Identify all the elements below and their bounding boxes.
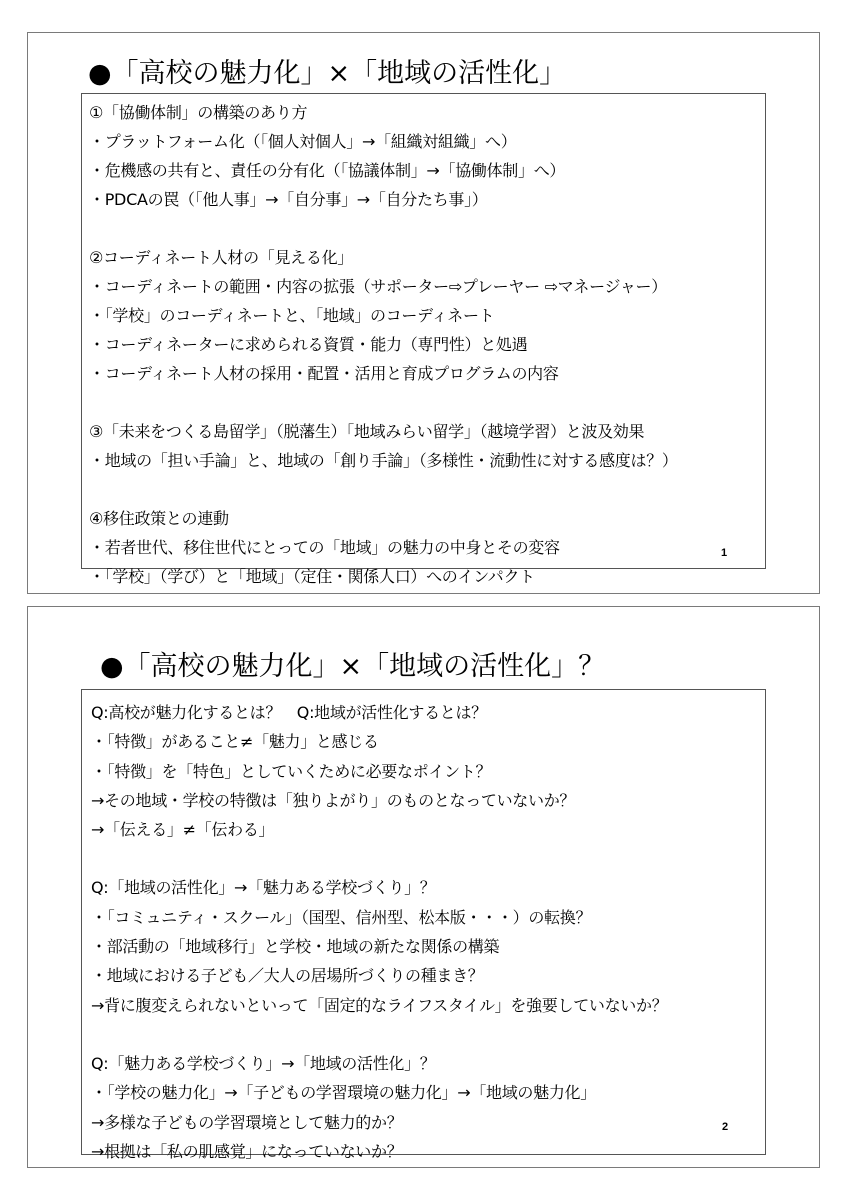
bullet-line: ・地域の「担い手論」と、地域の「創り手論」（多様性・流動性に対する感度は？） [89,451,678,470]
slide-title: ●「高校の魅力化」×「地域の活性化」 [88,58,567,89]
arrow-line: →多様な子どもの学習環境として魅力的か？ [91,1112,403,1132]
bullet-line: ・「学校」のコーディネートと、「地域」のコーディネート [89,306,495,325]
heading-study-abroad: ③「未来をつくる島留学」（脱藩生）「地域みらい留学」（越境学習）と波及効果 [89,422,645,441]
slide-2 [27,606,820,1168]
slide-1 [27,32,820,594]
heading-coordinator: ②コーディネート人材の「見える化」 [89,248,353,267]
bullet-line: ・部活動の「地域移行」と学校・地域の新たな関係の構築 [91,937,500,957]
heading-collaboration: ①「協働体制」の構築のあり方 [89,103,308,122]
spacer [91,1020,765,1049]
spacer [89,475,765,504]
spacer [91,844,765,873]
bullet-line: ・PDCAの罠（「他人事」→「自分事」→「自分たち事」） [89,190,488,209]
arrow-line: →「伝える」≠「伝わる」 [91,820,275,840]
arrow-line: →背に腹変えられないといって「固定的なライフスタイル」を強要していないか？ [91,995,668,1015]
spacer [89,388,765,417]
bullet-line: ・コーディネートの範囲・内容の拡張（サポーター⇨プレーヤー ⇨マネージャー） [89,277,667,296]
page-number: 2 [722,1121,729,1133]
question-line: Q:「魅力ある学校づくり」→「地域の活性化」？ [91,1053,436,1073]
bullet-line: ・「学校の魅力化」→「子どもの学習環境の魅力化」→「地域の魅力化」 [91,1083,596,1103]
bullet-line: ・プラットフォーム化（「個人対個人」→「組織対組織」へ） [89,132,517,151]
arrow-line: →根拠は「私の肌感覚」になっていないか？ [91,1141,403,1161]
slide-title: ●「高校の魅力化」×「地域の活性化」？ [100,651,606,682]
bullet-line: ・「学校」（学び）と「地域」（定住・関係人口）へのインパクト [89,567,535,586]
bullet-line: ・「コミュニティ・スクール」（国型、信州型、松本版・・・）の転換？ [91,907,592,927]
bullet-line: ・若者世代、移住世代にとっての「地域」の魅力の中身とその変容 [89,538,560,557]
bullet-line: ・「特徴」を「特色」としていくために必要なポイント？ [91,761,492,781]
bullet-line: ・「特徴」があること≠「魅力」と感じる [91,732,379,752]
bullet-line: ・地域における子ども／大人の居場所づくりの種まき？ [91,966,484,986]
heading-migration: ④移住政策との連動 [89,509,229,528]
spacer [89,214,765,243]
arrow-line: →その地域・学校の特徴は「独りよがり」のものとなっていないか？ [91,790,576,810]
question-line: Q:高校が魅力化するとは？ Q:地域が活性化するとは？ [91,703,487,722]
bullet-line: ・コーディネート人材の採用・配置・活用と育成プログラムの内容 [89,364,559,383]
content-box [81,93,766,586]
content-box [81,689,766,1161]
bullet-line: ・危機感の共有と、責任の分有化（「協議体制」→「協働体制」へ） [89,161,566,180]
question-line: Q:「地域の活性化」→「魅力ある学校づくり」？ [91,878,436,898]
bullet-line: ・コーディネーターに求められる資質・能力（専門性）と処遇 [89,335,528,354]
page-number: 1 [721,547,728,559]
